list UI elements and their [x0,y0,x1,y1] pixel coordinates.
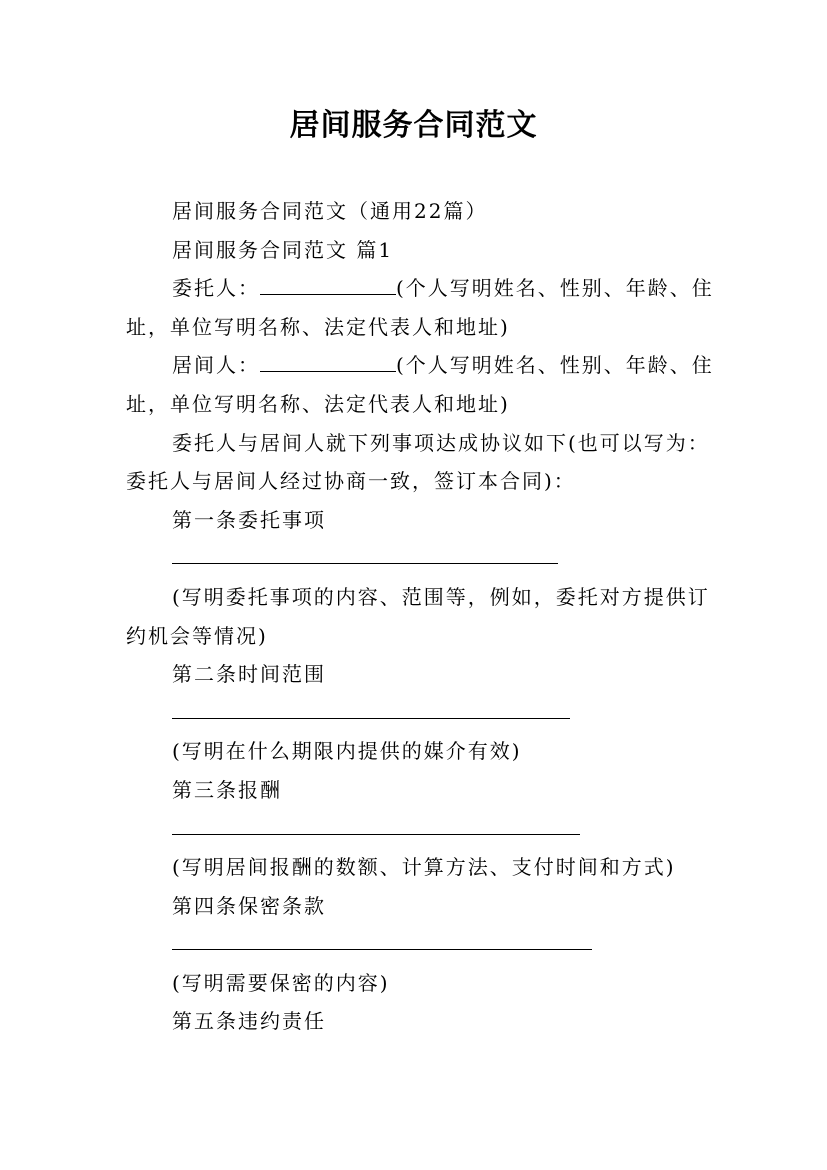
article-4-rule [172,949,592,950]
article-5-heading: 第五条违约责任 [172,1009,326,1034]
article-3-rule [172,834,580,835]
document-title: 居间服务合同范文 [289,108,538,143]
article-1-fill-line [172,539,726,578]
article-1-rule [172,563,558,564]
intermediary-note: (个人写明姓名、性别、年龄、住址，单位写明名称、法定代表人和地址) [126,353,714,416]
paragraph-agreement-intro: 委托人与居间人就下列事项达成协议如下(也可以写为：委托人与居间人经过协商一致，签订本合同)： [126,430,710,494]
intermediary-fill-blank [260,353,396,372]
article-4-heading: 第四条保密条款 [172,893,326,918]
article-2-rule [172,718,570,719]
article-1-heading: 第一条委托事项 [172,507,326,532]
article-2-heading: 第二条时间范围 [172,662,326,687]
paragraph-client [126,269,726,346]
article-3-note: (写明居间报酬的数额、计算方法、支付时间和方式) [172,855,676,880]
article-2-fill-line [172,694,726,733]
article-3-fill-line [172,810,726,849]
intermediary-label: 居间人： [172,353,260,378]
client-label: 委托人： [172,276,260,301]
article-4-note: (写明需要保密的内容) [172,970,390,995]
article-1-note: (写明委托事项的内容、范围等，例如，委托对方提供订约机会等情况) [126,584,710,648]
client-note: (个人写明姓名、性别、年龄、住址，单位写明名称、法定代表人和地址) [126,276,714,339]
article-3-heading: 第三条报酬 [172,777,282,802]
article-2-note: (写明在什么期限内提供的媒介有效) [172,739,522,764]
paragraph-section-heading: 居间服务合同范文 篇1 [172,237,394,262]
article-4-fill-line [172,925,726,964]
paragraph-collection-title: 居间服务合同范文（通用22篇） [172,199,488,223]
paragraph-intermediary [126,346,726,423]
document-body [126,192,726,1041]
client-fill-blank [260,276,396,295]
